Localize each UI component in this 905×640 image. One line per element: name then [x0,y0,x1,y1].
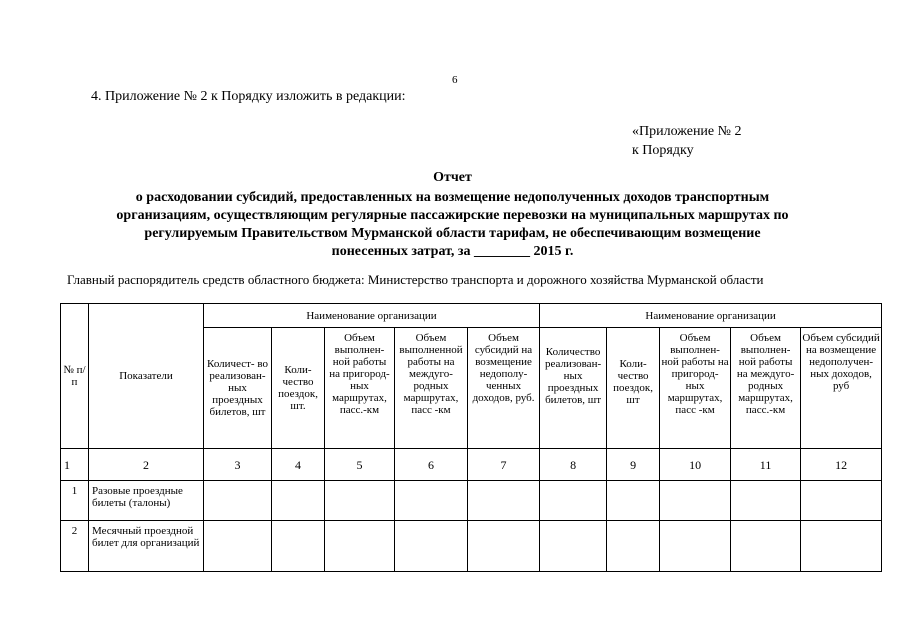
section-text: 4. Приложение № 2 к Порядку изложить в редакции: [91,89,406,104]
col-num-5: 5 [325,449,395,481]
table-cell [204,481,272,521]
row-number: 1 [61,481,89,521]
g1-suburban-header: Объем выполнен- ной работы на пригород- ных маршрутах, пасс.-км [325,328,395,449]
g2-suburban-header: Объем выполнен- ной работы на пригород- ных маршрутах, пасс -км [660,328,731,449]
g2-tickets-header: Количество реализован- ных проездных билетов, шт [540,328,607,449]
col-num-1: 1 [61,449,89,481]
table-cell [325,481,395,521]
org-name-header-2: Наименование организации [540,304,882,328]
appendix-line-1: «Приложение № 2 [632,124,742,139]
appendix-line-2: к Порядку [632,143,694,158]
table-row [61,521,882,572]
page-number: 6 [452,74,458,86]
g2-trips-header: Коли- чество поездок, шт [607,328,660,449]
title-line-3: регулируемым Правительством Мурманской области тарифам, не обеспечивающим возмещение [144,226,761,241]
g1-subsidy-header: Объем субсидий на возмещение недополу- ченных доходов, руб. [468,328,540,449]
column-number-row [61,449,882,481]
table-cell [272,521,325,572]
appendix-reference [632,122,742,160]
col-num-8: 8 [540,449,607,481]
col-num-9: 9 [607,449,660,481]
table-cell [660,521,731,572]
col-number-header: № п/п [61,304,89,449]
table-cell [540,521,607,572]
org-name-header-1: Наименование организации [204,304,540,328]
table-cell [540,481,607,521]
col-num-3: 3 [204,449,272,481]
table-cell [468,521,540,572]
table-cell [272,481,325,521]
table-cell [801,521,882,572]
report-heading: Отчет [433,170,472,185]
col-num-12: 12 [801,449,882,481]
table-cell [607,481,660,521]
table-cell [607,521,660,572]
g2-intercity-header: Объем выполнен- ной работы на междуго- родных маршрутах, пасс.-км [731,328,801,449]
col-num-6: 6 [395,449,468,481]
table-cell [204,521,272,572]
title-line-1: о расходовании субсидий, предоставленных на возмещение недополученных доходов транспортным [135,190,770,205]
col-num-2: 2 [89,449,204,481]
table-cell [660,481,731,521]
table-cell [325,521,395,572]
g1-intercity-header: Объем выполненной работы на междуго- родных маршрутах, пасс -км [395,328,468,449]
col-num-7: 7 [468,449,540,481]
table-cell [468,481,540,521]
col-num-10: 10 [660,449,731,481]
table-cell [395,521,468,572]
table-row [61,481,882,521]
report-table [60,303,882,572]
table-cell [801,481,882,521]
title-line-4: понесенных затрат, за ________ 2015 г. [331,244,574,259]
table-cell [395,481,468,521]
col-num-4: 4 [272,449,325,481]
g1-tickets-header: Количест- во реализован- ных проездных билетов, шт [204,328,272,449]
table-cell [731,481,801,521]
col-indicators-header: Показатели [89,304,204,449]
col-num-11: 11 [731,449,801,481]
row-number: 2 [61,521,89,572]
g2-subsidy-header: Объем субсидий на возмещение недополучен- ных доходов, руб [801,328,882,449]
row-label: Месячный проездной билет для организаций [89,521,204,572]
group-header-row [61,304,882,328]
row-label: Разовые проездные билеты (талоны) [89,481,204,521]
g1-trips-header: Коли- чество поездок, шт. [272,328,325,449]
main-distributor: Главный распорядитель средств областного бюджета: Министерство транспорта и дорожного хозяйства Мурманской области [67,272,764,287]
table-cell [731,521,801,572]
title-line-2: организациям, осуществляющим регулярные пассажирские перевозки на муниципальных маршрутах по [116,208,789,223]
report-title [60,169,845,261]
